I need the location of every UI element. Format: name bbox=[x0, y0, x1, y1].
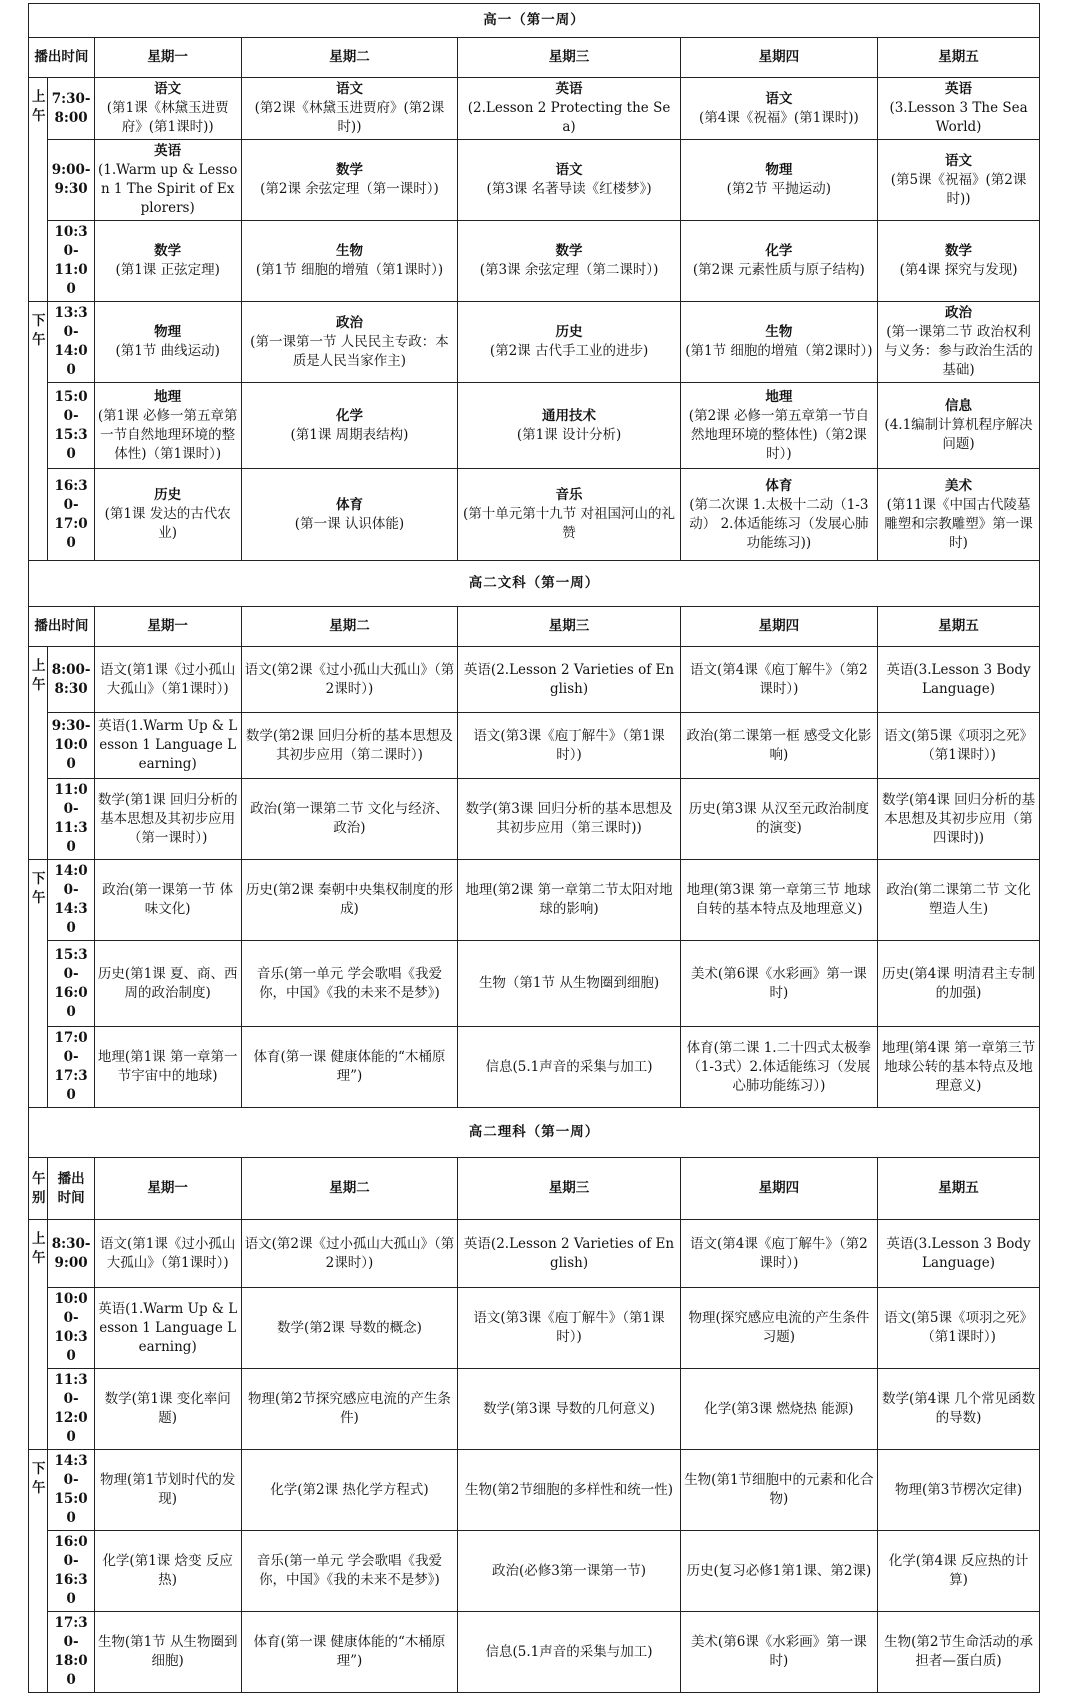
time-cell: 8:30- 9:00 bbox=[48, 1220, 94, 1288]
subject-name: 数学 bbox=[945, 243, 973, 259]
period-label: 下 午 bbox=[32, 871, 46, 906]
lesson-cell: 英语(3.Lesson 3 Body Language) bbox=[878, 1220, 1040, 1288]
lesson-cell: 英语(1.Warm Up & Lesson 1 Language Learning) bbox=[94, 1288, 241, 1369]
lesson-cell: 地理(第2课 第一章第二节太阳对地球的影响) bbox=[458, 860, 680, 941]
lesson-cell: 地理 (第2课 必修一第五章第一节自然地理环境的整体性)（第2课时）) bbox=[680, 383, 877, 469]
time-cell: 9:00- 9:30 bbox=[48, 140, 94, 221]
subject-name: 化学 bbox=[335, 407, 363, 424]
period-label: 上 午 bbox=[32, 658, 46, 693]
lesson-cell: 数学(第4课 几个常见函数的导数) bbox=[878, 1369, 1040, 1450]
header-time: 播出时间 bbox=[48, 1158, 94, 1220]
period-cell bbox=[29, 1450, 48, 1693]
subject-name: 语文 bbox=[945, 152, 973, 169]
lesson-cell: 英语 (1.Warm up & Lesson 1 The Spirit of Explorers) bbox=[94, 140, 241, 221]
header-day: 星期五 bbox=[878, 38, 1040, 78]
section-title-row bbox=[29, 561, 1040, 607]
lesson-cell: 生物(第1节细胞中的元素和化合物) bbox=[680, 1450, 877, 1531]
schedule-row bbox=[29, 941, 1040, 1027]
subject-name: 地理 bbox=[154, 388, 182, 405]
header-time: 播出时间 bbox=[29, 38, 95, 78]
time-cell: 16:30- 17:00 bbox=[48, 469, 94, 561]
subject-name: 生物 bbox=[335, 243, 363, 259]
time-cell: 15:30- 16:00 bbox=[48, 941, 94, 1027]
schedule-table bbox=[28, 3, 1040, 1693]
lesson-cell: 语文(第2课《过小孤山大孤山》（第2课时）) bbox=[241, 647, 458, 713]
lesson-cell: 语文 (第5课《祝福》(第2课时)) bbox=[878, 140, 1040, 221]
subject-name: 信息 bbox=[945, 398, 973, 414]
lesson-cell: 物理 (第2节 平抛运动) bbox=[680, 140, 877, 221]
subject-name: 美术 bbox=[945, 477, 973, 494]
header-period: 午 别 bbox=[29, 1158, 48, 1220]
lesson-cell: 生物 (第1节 细胞的增殖（第1课时）) bbox=[241, 221, 458, 302]
schedule-row bbox=[29, 1369, 1040, 1450]
subject-name: 英语 bbox=[154, 143, 182, 159]
lesson-cell: 英语(1.Warm Up & Lesson 1 Language Learning) bbox=[94, 713, 241, 779]
schedule-row bbox=[29, 779, 1040, 860]
subject-name: 数学 bbox=[335, 162, 363, 178]
lesson-cell: 地理 (第1课 必修一第五章第一节自然地理环境的整体性)（第1课时）) bbox=[94, 383, 241, 469]
subject-name: 历史 bbox=[555, 324, 583, 340]
lesson-cell: 数学(第2课 回归分析的基本思想及其初步应用（第二课时）) bbox=[241, 713, 458, 779]
lesson-cell: 英语(2.Lesson 2 Varieties of English) bbox=[458, 1220, 680, 1288]
lesson-cell: 体育(第二课 1.二十四式太极拳（1-3式）2.体适能练习（发展心肺功能练习）) bbox=[680, 1027, 877, 1108]
header-day: 星期五 bbox=[878, 1158, 1040, 1220]
header-row bbox=[29, 607, 1040, 647]
subject-name: 数学 bbox=[154, 243, 182, 259]
time-cell: 14:30- 15:00 bbox=[48, 1450, 94, 1531]
schedule-row bbox=[29, 1288, 1040, 1369]
schedule-row bbox=[29, 1220, 1040, 1288]
time-cell: 17:00- 17:30 bbox=[48, 1027, 94, 1108]
lesson-cell: 化学(第1课 焓变 反应热) bbox=[94, 1531, 241, 1612]
subject-name: 英语 bbox=[945, 81, 973, 97]
section-title: 高二理科（第一周） bbox=[29, 1108, 1040, 1158]
lesson-cell: 化学(第2课 热化学方程式) bbox=[241, 1450, 458, 1531]
header-row bbox=[29, 1158, 1040, 1220]
schedule-row bbox=[29, 713, 1040, 779]
time-cell: 11:30- 12:00 bbox=[48, 1369, 94, 1450]
period-cell bbox=[29, 302, 48, 561]
schedule-row bbox=[29, 1531, 1040, 1612]
lesson-cell: 物理(第1节划时代的发现) bbox=[94, 1450, 241, 1531]
period-label: 下 午 bbox=[32, 1461, 46, 1496]
lesson-cell: 生物（第1节 从生物圈到细胞) bbox=[458, 941, 680, 1027]
subject-name: 英语 bbox=[555, 81, 583, 97]
lesson-cell: 信息 (4.1编制计算机程序解决问题) bbox=[878, 383, 1040, 469]
subject-name: 语文 bbox=[765, 90, 793, 107]
header-time: 播出时间 bbox=[29, 607, 95, 647]
header-day: 星期三 bbox=[458, 38, 680, 78]
lesson-cell: 数学 (第2课 余弦定理（第一课时）) bbox=[241, 140, 458, 221]
time-cell: 13:30- 14:00 bbox=[48, 302, 94, 383]
lesson-cell: 音乐 (第十单元第十九节 对祖国河山的礼赞 bbox=[458, 469, 680, 561]
lesson-cell: 政治(第二课第一框 感受文化影响) bbox=[680, 713, 877, 779]
period-cell bbox=[29, 860, 48, 1108]
period-cell bbox=[29, 647, 48, 860]
header-day: 星期五 bbox=[878, 607, 1040, 647]
lesson-cell: 语文(第4课《庖丁解牛》（第2课时）) bbox=[680, 1220, 877, 1288]
lesson-cell: 化学 (第1课 周期表结构) bbox=[241, 383, 458, 469]
time-cell: 14:00- 14:30 bbox=[48, 860, 94, 941]
schedule-document bbox=[28, 3, 1040, 1693]
schedule-row bbox=[29, 221, 1040, 302]
schedule-row bbox=[29, 78, 1040, 140]
lesson-cell: 数学 (第3课 余弦定理（第二课时）) bbox=[458, 221, 680, 302]
header-day: 星期三 bbox=[458, 607, 680, 647]
lesson-cell: 英语 (3.Lesson 3 The Sea World) bbox=[878, 78, 1040, 140]
schedule-row bbox=[29, 140, 1040, 221]
period-cell bbox=[29, 1220, 48, 1450]
time-cell: 7:30- 8:00 bbox=[48, 78, 94, 140]
lesson-cell: 语文 (第4课《祝福》(第1课时)) bbox=[680, 78, 877, 140]
subject-name: 语文 bbox=[555, 162, 583, 178]
period-label: 上 午 bbox=[32, 1231, 46, 1266]
lesson-cell: 历史(第4课 明清君主专制的加强) bbox=[878, 941, 1040, 1027]
subject-name: 历史 bbox=[154, 487, 182, 503]
lesson-cell: 生物(第1节 从生物圈到细胞) bbox=[94, 1612, 241, 1693]
lesson-cell: 数学(第2课 导数的概念) bbox=[241, 1288, 458, 1369]
header-day: 星期二 bbox=[241, 38, 458, 78]
lesson-cell: 数学(第4课 回归分析的基本思想及其初步应用（第四课时)) bbox=[878, 779, 1040, 860]
lesson-cell: 信息(5.1声音的采集与加工) bbox=[458, 1612, 680, 1693]
lesson-cell: 语文 (第2课《林黛玉进贾府》(第2课时)) bbox=[241, 78, 458, 140]
subject-name: 语文 bbox=[154, 81, 182, 97]
lesson-cell: 化学 (第2课 元素性质与原子结构) bbox=[680, 221, 877, 302]
lesson-cell: 英语(3.Lesson 3 Body Language) bbox=[878, 647, 1040, 713]
lesson-cell: 历史(第2课 秦朝中央集权制度的形成) bbox=[241, 860, 458, 941]
lesson-cell: 语文(第3课《庖丁解牛》（第1课时）) bbox=[458, 1288, 680, 1369]
header-day: 星期二 bbox=[241, 607, 458, 647]
lesson-cell: 化学(第3课 燃烧热 能源) bbox=[680, 1369, 877, 1450]
section-title: 高一（第一周） bbox=[29, 4, 1040, 38]
lesson-cell: 生物(第2节生命活动的承担者—蛋白质) bbox=[878, 1612, 1040, 1693]
time-cell: 17:30- 18:00 bbox=[48, 1612, 94, 1693]
lesson-cell: 数学 (第1课 正弦定理) bbox=[94, 221, 241, 302]
lesson-cell: 美术(第6课《水彩画》第一课时) bbox=[680, 1612, 877, 1693]
lesson-cell: 物理(第2节探究感应电流的产生条件) bbox=[241, 1369, 458, 1450]
lesson-cell: 地理(第1课 第一章第一节宇宙中的地球) bbox=[94, 1027, 241, 1108]
lesson-cell: 历史(第1课 夏、商、西周的政治制度) bbox=[94, 941, 241, 1027]
header-day: 星期二 bbox=[241, 1158, 458, 1220]
lesson-cell: 数学(第3课 回归分析的基本思想及其初步应用（第三课时)) bbox=[458, 779, 680, 860]
lesson-cell: 语文(第3课《庖丁解牛》（第1课时）) bbox=[458, 713, 680, 779]
header-day: 星期四 bbox=[680, 1158, 877, 1220]
schedule-row bbox=[29, 383, 1040, 469]
schedule-row bbox=[29, 469, 1040, 561]
lesson-cell: 生物 (第1节 细胞的增殖（第2课时）) bbox=[680, 302, 877, 383]
section-title-row bbox=[29, 4, 1040, 38]
lesson-cell: 化学(第4课 反应热的计算) bbox=[878, 1531, 1040, 1612]
time-cell: 11:00- 11:30 bbox=[48, 779, 94, 860]
subject-name: 体育 bbox=[765, 477, 793, 494]
period-cell bbox=[29, 78, 48, 302]
lesson-cell: 语文(第2课《过小孤山大孤山》（第2课时）) bbox=[241, 1220, 458, 1288]
lesson-cell: 历史(复习必修1第1课、第2课) bbox=[680, 1531, 877, 1612]
lesson-cell: 语文(第1课《过小孤山大孤山》（第1课时）) bbox=[94, 1220, 241, 1288]
lesson-cell: 数学(第3课 导数的几何意义) bbox=[458, 1369, 680, 1450]
header-row bbox=[29, 38, 1040, 78]
section-title: 高二文科（第一周） bbox=[29, 561, 1040, 607]
lesson-cell: 通用技术 (第1课 设计分析) bbox=[458, 383, 680, 469]
header-day: 星期一 bbox=[94, 1158, 241, 1220]
lesson-cell: 政治(必修3第一课第一节) bbox=[458, 1531, 680, 1612]
lesson-cell: 政治(第二课第二节 文化塑造人生) bbox=[878, 860, 1040, 941]
header-day: 星期三 bbox=[458, 1158, 680, 1220]
lesson-cell: 英语 (2.Lesson 2 Protecting the Sea) bbox=[458, 78, 680, 140]
time-cell: 8:00- 8:30 bbox=[48, 647, 94, 713]
lesson-cell: 地理(第4课 第一章第三节地球公转的基本特点及地理意义) bbox=[878, 1027, 1040, 1108]
lesson-cell: 语文(第4课《庖丁解牛》（第2课时）) bbox=[680, 647, 877, 713]
lesson-cell: 政治(第一课第一节 体味文化) bbox=[94, 860, 241, 941]
subject-name: 生物 bbox=[765, 324, 793, 340]
schedule-row bbox=[29, 860, 1040, 941]
time-cell: 10:00- 10:30 bbox=[48, 1288, 94, 1369]
lesson-cell: 数学 (第4课 探究与发现) bbox=[878, 221, 1040, 302]
subject-name: 通用技术 bbox=[542, 407, 597, 424]
schedule-row bbox=[29, 302, 1040, 383]
lesson-cell: 历史(第3课 从汉至元政治制度的演变) bbox=[680, 779, 877, 860]
subject-name: 地理 bbox=[765, 388, 793, 405]
lesson-cell: 数学(第1课 变化率问题) bbox=[94, 1369, 241, 1450]
lesson-cell: 历史 (第2课 古代手工业的进步) bbox=[458, 302, 680, 383]
lesson-cell: 语文(第5课《项羽之死》（第1课时）) bbox=[878, 1288, 1040, 1369]
subject-name: 音乐 bbox=[555, 487, 583, 503]
lesson-cell: 体育(第一课 健康体能的“木桶原理”) bbox=[241, 1027, 458, 1108]
lesson-cell: 美术(第6课《水彩画》第一课时) bbox=[680, 941, 877, 1027]
period-label: 上 午 bbox=[32, 89, 46, 124]
lesson-cell: 音乐(第一单元 学会歌唱《我爱你，中国》《我的未来不是梦》) bbox=[241, 1531, 458, 1612]
lesson-cell: 语文 (第1课《林黛玉进贾府》(第1课时)) bbox=[94, 78, 241, 140]
lesson-cell: 物理(第3节楞次定律) bbox=[878, 1450, 1040, 1531]
lesson-cell: 生物(第2节细胞的多样性和统一性) bbox=[458, 1450, 680, 1531]
subject-name: 政治 bbox=[945, 305, 973, 321]
lesson-cell: 语文(第1课《过小孤山大孤山》（第1课时）) bbox=[94, 647, 241, 713]
lesson-cell: 物理 (第1节 曲线运动) bbox=[94, 302, 241, 383]
subject-name: 物理 bbox=[154, 324, 182, 340]
period-label: 下 午 bbox=[32, 313, 46, 348]
lesson-cell: 物理(探究感应电流的产生条件习题) bbox=[680, 1288, 877, 1369]
time-cell: 9:30- 10:00 bbox=[48, 713, 94, 779]
schedule-row bbox=[29, 1612, 1040, 1693]
lesson-cell: 政治(第一课第二节 文化与经济、政治) bbox=[241, 779, 458, 860]
lesson-cell: 英语(2.Lesson 2 Varieties of English) bbox=[458, 647, 680, 713]
lesson-cell: 历史 (第1课 发达的古代农业) bbox=[94, 469, 241, 561]
schedule-row bbox=[29, 1027, 1040, 1108]
header-day: 星期一 bbox=[94, 38, 241, 78]
header-day: 星期一 bbox=[94, 607, 241, 647]
lesson-cell: 语文 (第3课 名著导读《红楼梦》) bbox=[458, 140, 680, 221]
subject-name: 政治 bbox=[335, 314, 363, 331]
lesson-cell: 数学(第1课 回归分析的基本思想及其初步应用（第一课时）) bbox=[94, 779, 241, 860]
time-cell: 16:00- 16:30 bbox=[48, 1531, 94, 1612]
section-title-row bbox=[29, 1108, 1040, 1158]
lesson-cell: 体育 (第一课 认识体能) bbox=[241, 469, 458, 561]
subject-name: 语文 bbox=[335, 81, 363, 97]
header-day: 星期四 bbox=[680, 607, 877, 647]
schedule-row bbox=[29, 647, 1040, 713]
schedule-row bbox=[29, 1450, 1040, 1531]
lesson-cell: 信息(5.1声音的采集与加工) bbox=[458, 1027, 680, 1108]
time-cell: 15:00- 15:30 bbox=[48, 383, 94, 469]
lesson-cell: 语文(第5课《项羽之死》（第1课时）) bbox=[878, 713, 1040, 779]
header-day: 星期四 bbox=[680, 38, 877, 78]
subject-name: 化学 bbox=[765, 243, 793, 259]
subject-name: 数学 bbox=[555, 243, 583, 259]
lesson-cell: 政治 (第一课第一节 人民民主专政：本质是人民当家作主) bbox=[241, 302, 458, 383]
lesson-cell: 政治 (第一课第二节 政治权利与义务：参与政治生活的基础) bbox=[878, 302, 1040, 383]
lesson-cell: 体育 (第二次课 1.太极十二动（1-3动） 2.体适能练习（发展心肺功能练习)) bbox=[680, 469, 877, 561]
subject-name: 体育 bbox=[335, 496, 363, 513]
lesson-cell: 地理(第3课 第一章第三节 地球自转的基本特点及地理意义) bbox=[680, 860, 877, 941]
lesson-cell: 美术 (第11课《中国古代陵墓雕塑和宗教雕塑》第一课时) bbox=[878, 469, 1040, 561]
subject-name: 物理 bbox=[765, 162, 793, 178]
lesson-cell: 体育(第一课 健康体能的“木桶原理”) bbox=[241, 1612, 458, 1693]
lesson-cell: 音乐(第一单元 学会歌唱《我爱你，中国》《我的未来不是梦》) bbox=[241, 941, 458, 1027]
time-cell: 10:30- 11:00 bbox=[48, 221, 94, 302]
